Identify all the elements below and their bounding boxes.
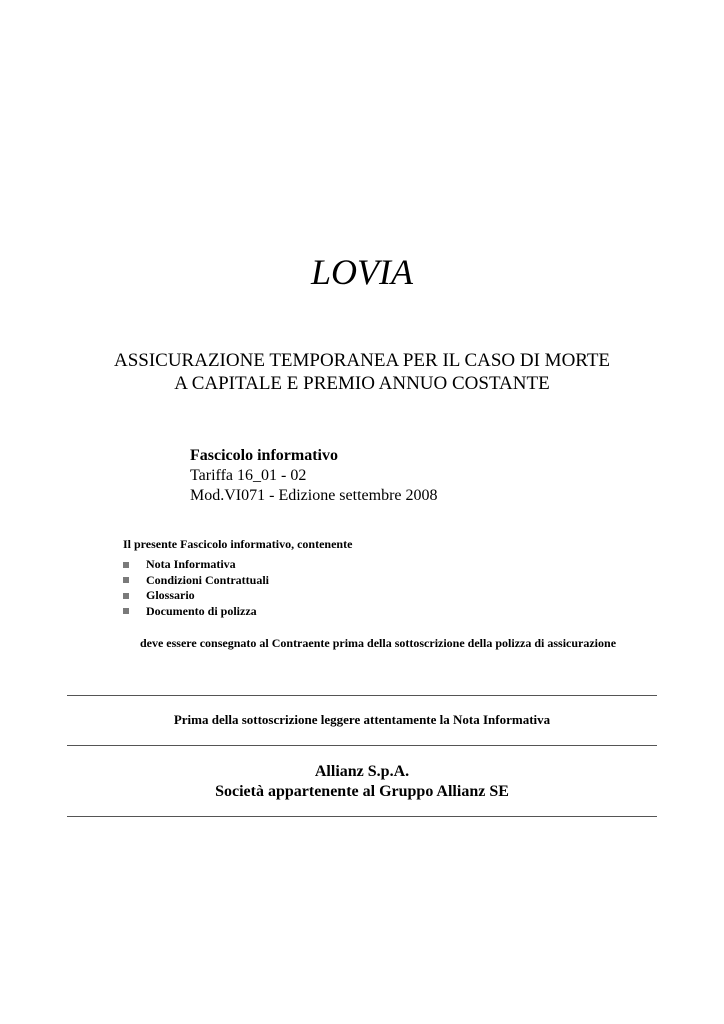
- document-list: [123, 557, 269, 619]
- document-label: Documento di polizza: [146, 603, 257, 618]
- company-name: Allianz S.p.A.: [314, 763, 410, 780]
- product-subtitle: [0, 349, 724, 395]
- company-block: [0, 762, 724, 802]
- fascicolo-heading: Fascicolo informativo: [190, 447, 338, 464]
- product-title: LOVIA: [311, 252, 413, 292]
- divider-top: [67, 695, 657, 696]
- divider-middle: [67, 745, 657, 746]
- square-bullet-icon: [123, 593, 129, 599]
- square-bullet-icon: [123, 562, 129, 568]
- subtitle-line-1: ASSICURAZIONE TEMPORANEA PER IL CASO DI MORTE: [113, 350, 611, 371]
- square-bullet-icon: [123, 577, 129, 583]
- intro-text: Il presente Fascicolo informativo, contenente: [123, 537, 353, 551]
- divider-bottom: [67, 816, 657, 817]
- delivery-notice: deve essere consegnato al Contraente prima della sottoscrizione della polizza di assicurazione: [139, 636, 617, 650]
- warning-notice: Prima della sottoscrizione leggere attentamente la Nota Informativa: [173, 712, 551, 727]
- document-label: Nota Informativa: [146, 557, 236, 571]
- tariffa-code: Tariffa 16_01 - 02: [190, 467, 307, 484]
- fascicolo-info-block: [190, 446, 438, 506]
- modello-edition: Mod.VI071 - Edizione settembre 2008: [190, 487, 438, 504]
- company-group: Società appartenente al Gruppo Allianz SE: [215, 783, 509, 800]
- list-item: [123, 573, 269, 589]
- document-label: Glossario: [146, 588, 195, 602]
- list-item: [123, 604, 269, 620]
- list-item: [123, 557, 269, 573]
- square-bullet-icon: [123, 608, 129, 614]
- document-label: Condizioni Contrattuali: [146, 572, 270, 587]
- subtitle-line-2: A CAPITALE E PREMIO ANNUO COSTANTE: [174, 373, 550, 394]
- list-item: [123, 588, 269, 604]
